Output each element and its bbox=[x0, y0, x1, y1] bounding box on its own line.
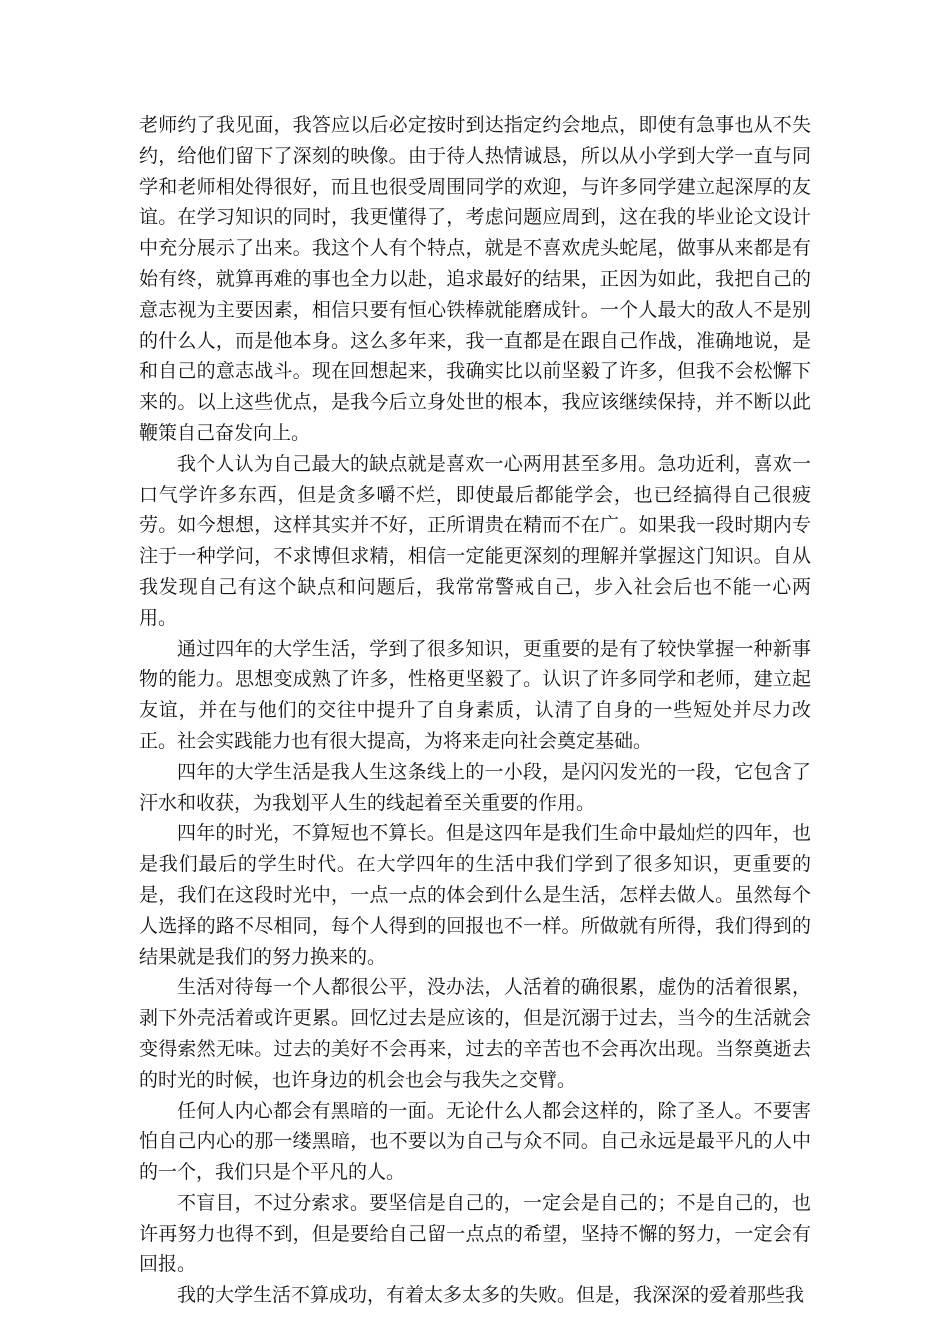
paragraph-1: 老师约了我见面，我答应以后必定按时到达指定约会地点，即使有急事也从不失约，给他们留下了深刻的映像。由于待人热情诚恳，所以从小学到大学一直与同学和老师相处得很好，而且也很受周围同学的欢迎，与许多同学建立起深厚的友谊。在学习知识的同时，我更懂得了，考虑问题应周到，这在我的毕业论文设计中充分展示了出来。我这个人有个特点，就是不喜欢虎头蛇尾，做事从来都是有始有终，就算再难的事也全力以赴，追求最好的结果，正因为如此，我把自己的意志视为主要因素，相信只要有恒心铁棒就能磨成针。一个人最大的敌人不是别的什么人，而是他本身。这么多年来，我一直都是在跟自己作战，准确地说，是和自己的意志战斗。现在回想起来，我确实比以前坚毅了许多，但我不会松懈下来的。以上这些优点，是我今后立身处世的根本，我应该继续保持，并不断以此鞭策自己奋发向上。 bbox=[139, 114, 811, 444]
paragraph-9: 我的大学生活不算成功，有着太多太多的失败。但是，我深深的爱着那些我 bbox=[177, 1284, 805, 1307]
paragraph-2: 我个人认为自己最大的缺点就是喜欢一心两用甚至多用。急功近利，喜欢一口气学许多东西，但是贪多嚼不烂，即使最后都能学会，也已经搞得自己很疲劳。如今想想，这样其实并不好，正所谓贵在精而不在广。如果我一段时期内专注于一种学问，不求博但求精，相信一定能更深刻的理解并掌握这门知识。自从我发现自己有这个缺点和问题后，我常常警戒自己，步入社会后也不能一心两用。 bbox=[139, 452, 811, 629]
document-body bbox=[139, 110, 811, 1311]
paragraph-7: 任何人内心都会有黑暗的一面。无论什么人都会这样的，除了圣人。不要害怕自己内心的那一缕黑暗，也不要以为自己与众不同。自己永远是最平凡的人中的一个，我们只是个平凡的人。 bbox=[139, 1099, 811, 1184]
paragraph-3: 通过四年的大学生活，学到了很多知识，更重要的是有了较快掌握一种新事物的能力。思想变成熟了许多，性格更坚毅了。认识了许多同学和老师，建立起友谊，并在与他们的交往中提升了自身素质，认清了自身的一些短处并尽力改正。社会实践能力也有很大提高，为将来走向社会奠定基础。 bbox=[139, 637, 811, 752]
paragraph-6: 生活对待每一个人都很公平，没办法，人活着的确很累，虚伪的活着很累，剥下外壳活着或许更累。回忆过去是应该的，但是沉溺于过去，当今的生活就会变得索然无味。过去的美好不会再来，过去的辛苦也不会再次出现。当祭奠逝去的时光的时候，也许身边的机会也会与我失之交臂。 bbox=[139, 976, 811, 1091]
paragraph-4: 四年的大学生活是我人生这条线上的一小段，是闪闪发光的一段，它包含了汗水和收获，为我划平人生的线起着至关重要的作用。 bbox=[139, 760, 811, 814]
paragraph-5: 四年的时光，不算短也不算长。但是这四年是我们生命中最灿烂的四年，也是我们最后的学生时代。在大学四年的生活中我们学到了很多知识，更重要的是，我们在这段时光中，一点一点的体会到什么是生活，怎样去做人。虽然每个人选择的路不尽相同，每个人得到的回报也不一样。所做就有所得，我们得到的结果就是我们的努力换来的。 bbox=[139, 822, 811, 968]
paragraph-8: 不盲目，不过分索求。要坚信是自己的，一定会是自己的；不是自己的，也许再努力也得不到，但是要给自己留一点点的希望，坚持不懈的努力，一定会有回报。 bbox=[139, 1191, 811, 1276]
